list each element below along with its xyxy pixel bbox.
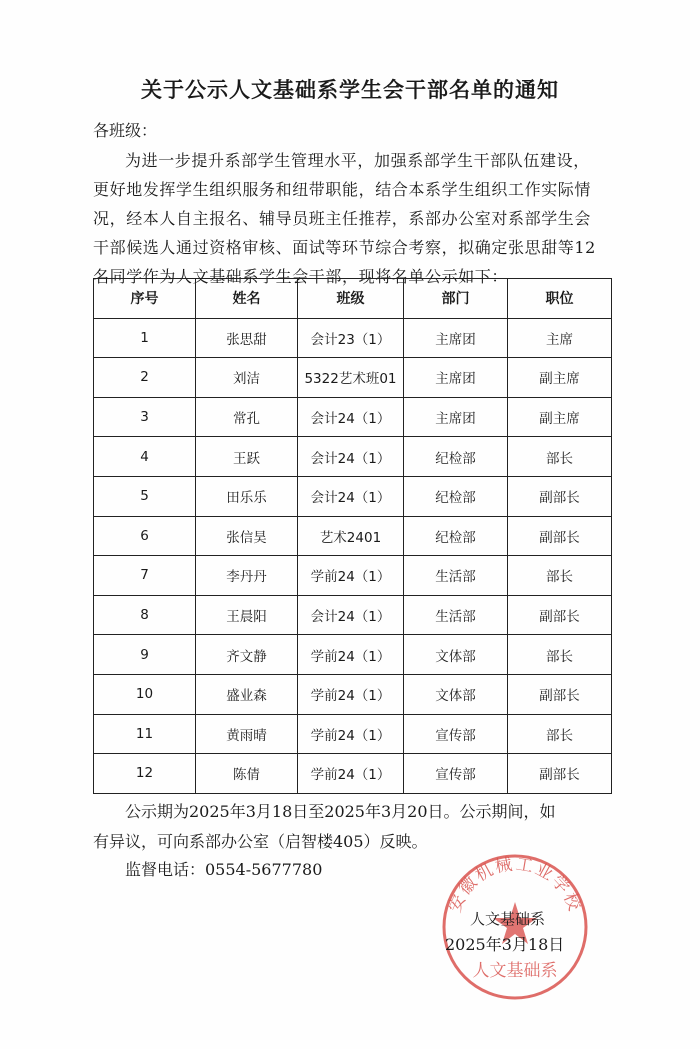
roster-body [94,318,612,793]
header-class: 班级 [298,279,404,319]
notice-title: 关于公示人文基础系学生会干部名单的通知 [141,78,559,102]
cell-department: 主席团 [404,318,508,358]
cell-position: 副部长 [508,754,612,794]
cell-position: 部长 [508,437,612,477]
cell-department: 纪检部 [404,437,508,477]
table-row [94,318,612,358]
cell-class: 学前24（1） [298,556,404,596]
cell-index: 5 [94,476,196,516]
table-header-row [94,279,612,319]
table-row [94,595,612,635]
cell-position: 部长 [508,556,612,596]
cell-department: 文体部 [404,674,508,714]
cell-position: 副部长 [508,595,612,635]
table-row [94,476,612,516]
intro-paragraph [93,146,609,291]
cell-position: 副主席 [508,358,612,398]
cell-name: 张思甜 [196,318,298,358]
cell-position: 副部长 [508,516,612,556]
cell-position: 副部长 [508,476,612,516]
table-row [94,516,612,556]
header-position: 职位 [508,279,612,319]
cell-position: 副主席 [508,397,612,437]
salutation: 各班级： [93,121,158,140]
cell-class: 艺术2401 [298,516,404,556]
svg-text:人文基础系: 人文基础系 [472,961,558,981]
table-row [94,714,612,754]
cell-department: 生活部 [404,595,508,635]
cell-name: 田乐乐 [196,476,298,516]
cell-name: 常孔 [196,397,298,437]
intro-line: 为进一步提升系部学生管理水平，加强系部学生干部队伍建设， [125,151,590,170]
cell-position: 部长 [508,635,612,675]
cell-index: 12 [94,754,196,794]
cell-name: 刘洁 [196,358,298,398]
cell-name: 张信昊 [196,516,298,556]
cell-class: 会计23（1） [298,318,404,358]
cell-position: 主席 [508,318,612,358]
supervision-phone: 监督电话：0554-5677780 [125,860,323,879]
table-row [94,358,612,398]
cell-name: 齐文静 [196,635,298,675]
cell-class: 学前24（1） [298,635,404,675]
cell-name: 陈倩 [196,754,298,794]
cell-name: 李丹丹 [196,556,298,596]
signature-department: 人文基础系 [470,910,546,928]
table-row [94,754,612,794]
table-row [94,556,612,596]
cell-index: 9 [94,635,196,675]
notice-line: 有异议，可向系部办公室（启智楼405）反映。 [93,832,428,851]
cell-index: 4 [94,437,196,477]
cell-index: 7 [94,556,196,596]
cell-department: 纪检部 [404,476,508,516]
cell-class: 会计24（1） [298,437,404,477]
intro-line: 干部候选人通过资格审核、面试等环节综合考察，拟确定张思甜等12 [93,238,596,257]
cell-class: 会计24（1） [298,397,404,437]
signature-date: 2025年3月18日 [445,935,565,954]
cell-department: 文体部 [404,635,508,675]
table-row [94,437,612,477]
cell-position: 部长 [508,714,612,754]
header-department: 部门 [404,279,508,319]
cell-name: 盛业森 [196,674,298,714]
cell-department: 纪检部 [404,516,508,556]
intro-line: 名同学作为人文基础系学生会干部，现将名单公示如下： [93,267,509,286]
cell-department: 主席团 [404,397,508,437]
cell-department: 宣传部 [404,714,508,754]
cell-department: 生活部 [404,556,508,596]
intro-line: 更好地发挥学生组织服务和纽带职能，结合本系学生组织工作实际情 [93,180,592,199]
cell-class: 学前24（1） [298,754,404,794]
svg-text:安徽机械工业学校: 安徽机械工业学校 [445,854,585,916]
cell-class: 学前24（1） [298,714,404,754]
table-row [94,635,612,675]
notice-line: 公示期为2025年3月18日至2025年3月20日。公示期间，如 [125,802,556,821]
cell-index: 6 [94,516,196,556]
cell-department: 主席团 [404,358,508,398]
cell-class: 会计24（1） [298,476,404,516]
cell-index: 11 [94,714,196,754]
roster-table [93,278,612,794]
cell-class: 5322艺术班01 [298,358,404,398]
cell-class: 会计24（1） [298,595,404,635]
header-index: 序号 [94,279,196,319]
header-name: 姓名 [196,279,298,319]
cell-class: 学前24（1） [298,674,404,714]
cell-name: 黄雨晴 [196,714,298,754]
cell-index: 10 [94,674,196,714]
cell-index: 8 [94,595,196,635]
table-row [94,397,612,437]
cell-index: 3 [94,397,196,437]
cell-index: 2 [94,358,196,398]
cell-department: 宣传部 [404,754,508,794]
cell-index: 1 [94,318,196,358]
cell-position: 副部长 [508,674,612,714]
publicity-notice [93,797,613,857]
table-row [94,674,612,714]
intro-line: 况，经本人自主报名、辅导员班主任推荐，系部办公室对系部学生会 [93,209,592,228]
cell-name: 王晨阳 [196,595,298,635]
cell-name: 王跃 [196,437,298,477]
